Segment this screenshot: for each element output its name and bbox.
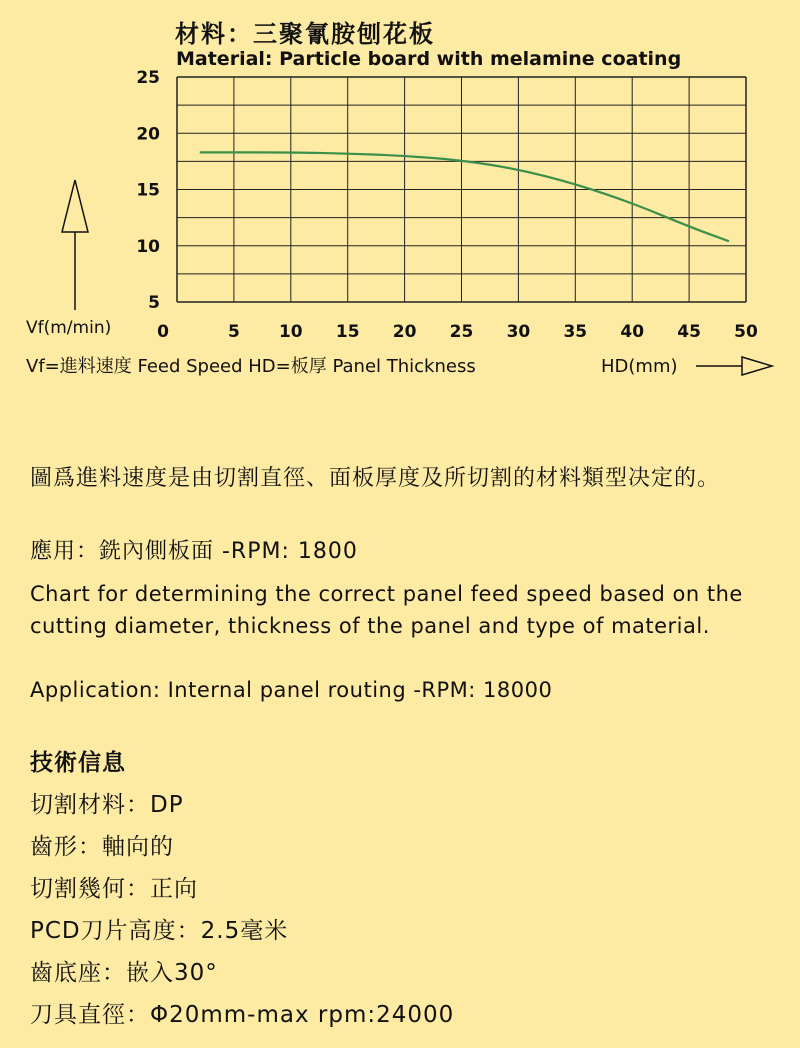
x-tick-label: 20 xyxy=(392,322,417,342)
x-tick-label: 15 xyxy=(335,322,360,342)
description-en: Chart for determining the correct panel feed speed based on the cutting diameter, thickness of the panel and type of material. xyxy=(30,582,743,638)
x-tick-label: 25 xyxy=(449,322,474,342)
x-tick-label: 30 xyxy=(506,322,531,342)
feed-speed-chart xyxy=(0,0,800,400)
y-tick-label: 5 xyxy=(148,293,160,313)
chart-title: 材料：三聚氰胺刨花板 xyxy=(175,20,435,48)
feed-speed-curve xyxy=(200,152,729,241)
application-en: Application: Internal panel routing -RPM: 18000 xyxy=(30,678,553,702)
x-tick-label: 5 xyxy=(227,322,240,342)
tech-heading: 技術信息 xyxy=(30,750,126,776)
x-tick-label: 10 xyxy=(278,322,303,342)
tech-item-cutting-material: 切割材料：DP xyxy=(30,792,184,818)
y-tick-label: 20 xyxy=(136,124,160,145)
x-tick-label: 40 xyxy=(620,322,645,342)
application-cn: 應用：銑內側板面 -RPM: 1800 xyxy=(30,539,358,564)
x-axis-arrow-head xyxy=(742,357,772,375)
description-cn: 圖爲進料速度是由切割直徑、面板厚度及所切割的材料類型决定的。 xyxy=(30,466,721,491)
y-axis-label: Vf(m/min) xyxy=(26,318,112,338)
tech-item-pcd-height: PCD刀片高度：2.5毫米 xyxy=(30,918,289,944)
tech-item-tool-diameter: 刀具直徑：Φ20mm-max rpm:24000 xyxy=(30,1002,455,1028)
y-tick-label: 15 xyxy=(136,180,160,201)
x-tick-label: 0 xyxy=(157,322,169,342)
y-tick-label: 10 xyxy=(136,236,160,257)
chart-subtitle: Material: Particle board with melamine coating xyxy=(176,48,682,70)
y-tick-label: 25 xyxy=(136,68,160,88)
x-axis-label: HD(mm) xyxy=(601,356,678,377)
x-tick-label: 45 xyxy=(677,322,701,342)
x-tick-label: 50 xyxy=(734,322,758,342)
y-axis-arrow-head xyxy=(62,180,88,232)
tech-item-tooth-seat: 齒底座：嵌入30° xyxy=(30,960,218,986)
legend-line: Vf=進料速度 Feed Speed HD=板厚 Panel Thickness xyxy=(26,356,476,377)
x-tick-label: 35 xyxy=(563,322,588,342)
tech-item-geometry: 切割幾何：正向 xyxy=(30,876,198,902)
tech-item-tooth-form: 齒形：軸向的 xyxy=(30,834,174,860)
